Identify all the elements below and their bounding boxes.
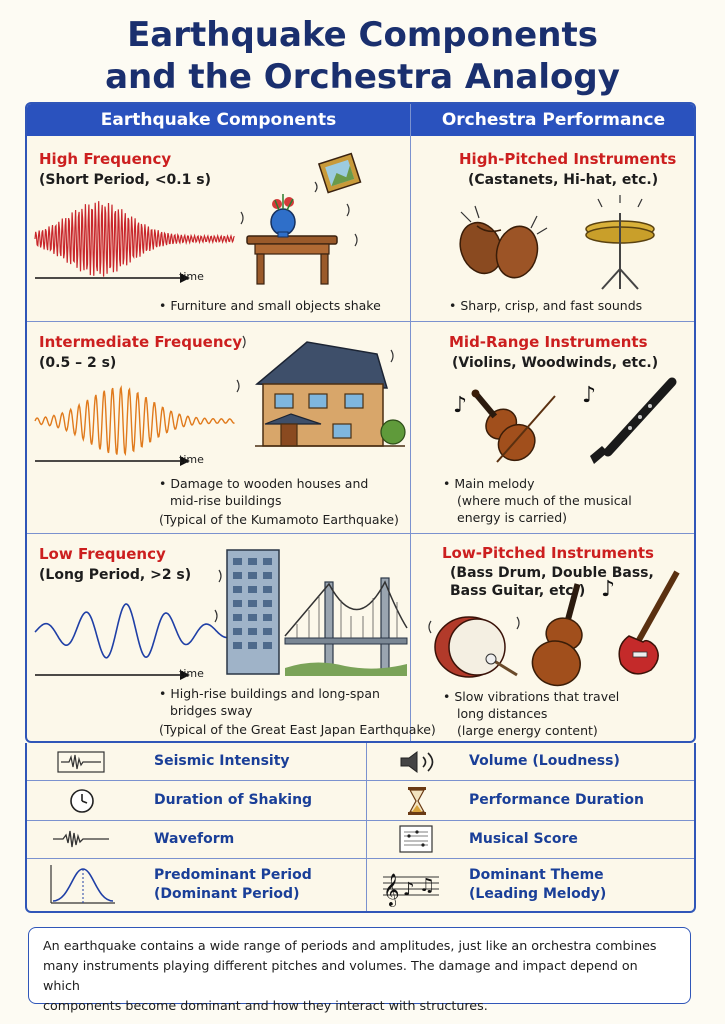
bass-drum-icon xyxy=(427,609,523,681)
predominant-period-label: Predominant Period xyxy=(154,867,312,883)
mid-range-note-3: energy is carried) xyxy=(457,510,568,525)
hourglass-icon xyxy=(407,786,427,816)
svg-text:♪: ♪ xyxy=(601,577,616,602)
low-pitched-instruments-subtitle-1: (Bass Drum, Double Bass, xyxy=(450,565,654,581)
clarinet-icon xyxy=(572,376,682,468)
intermediate-frequency-note-2: mid-rise buildings xyxy=(170,493,282,508)
high-frequency-note-1: • Furniture and small objects shake xyxy=(159,298,381,313)
dominant-period-label: (Dominant Period) xyxy=(154,886,300,902)
summary-box xyxy=(28,927,691,1013)
page-title-line-1: Earthquake Components xyxy=(127,15,598,55)
time-axis-arrow-icon xyxy=(35,669,195,681)
svg-text:𝄞: 𝄞 xyxy=(383,873,400,906)
low-frequency-title: Low Frequency xyxy=(39,545,166,563)
intermediate-frequency-title: Intermediate Frequency xyxy=(39,333,243,351)
low-frequency-subtitle: (Long Period, >2 s) xyxy=(39,567,192,583)
time-axis-arrow-icon xyxy=(35,455,195,467)
seismograph-icon xyxy=(57,751,105,773)
comparison-panel xyxy=(25,102,696,743)
mid-range-note-2: (where much of the musical xyxy=(457,493,632,508)
svg-text:♪: ♪ xyxy=(453,393,468,418)
page-title xyxy=(0,14,725,98)
page-title-line-2: and the Orchestra Analogy xyxy=(105,57,620,97)
low-pitched-note-2: long distances xyxy=(457,706,548,721)
low-pitched-note-1: • Slow vibrations that travel xyxy=(443,689,620,704)
volume-loudness-label: Volume (Loudness) xyxy=(469,753,620,769)
header-earthquake-components: Earthquake Components xyxy=(27,104,410,136)
table-row-divider xyxy=(27,858,694,859)
clock-icon xyxy=(69,788,95,814)
table-row-divider xyxy=(27,780,694,781)
summary-line-2: many instruments playing different pitches and volumes. The damage and impact depend on which xyxy=(43,958,638,993)
high-frequency-title: High Frequency xyxy=(39,150,172,168)
summary-line-1: An earthquake contains a wide range of periods and amplitudes, just like an orchestra combines xyxy=(43,938,657,953)
table-row-divider xyxy=(27,820,694,821)
table-column-divider xyxy=(366,743,367,911)
seismic-intensity-label: Seismic Intensity xyxy=(154,753,290,769)
high-frequency-subtitle: (Short Period, <0.1 s) xyxy=(39,172,211,188)
mid-range-instruments-title: Mid-Range Instruments xyxy=(449,333,648,351)
wooden-house-icon xyxy=(227,332,407,452)
low-pitched-instruments-subtitle-2: Bass Guitar, etc.) xyxy=(450,583,586,599)
duration-of-shaking-label: Duration of Shaking xyxy=(154,792,313,808)
waveform-label: Waveform xyxy=(154,831,235,847)
speaker-icon xyxy=(399,750,439,774)
mid-range-instruments-subtitle: (Violins, Woodwinds, etc.) xyxy=(452,355,659,371)
musical-score-label: Musical Score xyxy=(469,831,578,847)
high-pitched-instruments-title: High-Pitched Instruments xyxy=(459,150,677,168)
low-frequency-note-3: (Typical of the Great East Japan Earthquake) xyxy=(159,722,436,737)
mid-range-note-1: • Main melody xyxy=(443,476,535,491)
svg-text:♪: ♪ xyxy=(403,879,415,900)
violin-icon xyxy=(447,376,567,466)
score-icon xyxy=(399,825,433,853)
high-pitched-note-1: • Sharp, crisp, and fast sounds xyxy=(449,298,643,313)
bell-curve-icon xyxy=(47,863,117,907)
table-with-vase-and-falling-frame-icon xyxy=(235,154,365,284)
high-pitched-instruments-subtitle: (Castanets, Hi-hat, etc.) xyxy=(468,172,659,188)
castanets-icon xyxy=(447,204,557,289)
intermediate-frequency-note-1: • Damage to wooden houses and xyxy=(159,476,369,491)
svg-text:♪: ♪ xyxy=(582,383,597,408)
time-axis-label: time xyxy=(179,270,204,283)
hi-hat-icon xyxy=(572,199,672,294)
intermediate-frequency-waveform xyxy=(35,379,235,459)
high-frequency-waveform xyxy=(35,194,235,284)
time-axis-label: time xyxy=(179,453,204,466)
low-pitched-note-3: (large energy content) xyxy=(457,723,598,738)
suspension-bridge-icon xyxy=(285,572,407,676)
summary-line-3: components become dominant and how they interact with structures. xyxy=(43,998,488,1013)
column-divider xyxy=(410,104,411,743)
time-axis-arrow-icon xyxy=(35,272,195,284)
correspondence-table xyxy=(25,743,696,913)
header-orchestra-performance: Orchestra Performance xyxy=(411,104,696,136)
low-pitched-instruments-title: Low-Pitched Instruments xyxy=(442,544,654,562)
double-bass-icon xyxy=(527,582,597,688)
time-axis-label: time xyxy=(179,667,204,680)
music-notes-icon xyxy=(381,865,441,905)
bass-guitar-icon xyxy=(599,566,685,684)
row-divider xyxy=(27,533,696,534)
svg-text:♫: ♫ xyxy=(419,875,436,896)
low-frequency-note-1: • High-rise buildings and long-span xyxy=(159,686,380,701)
high-rise-building-icon xyxy=(209,542,289,674)
waveform-icon xyxy=(53,827,109,851)
low-frequency-waveform xyxy=(35,594,235,664)
intermediate-frequency-note-3: (Typical of the Kumamoto Earthquake) xyxy=(159,512,399,527)
intermediate-frequency-subtitle: (0.5 – 2 s) xyxy=(39,355,117,371)
dominant-theme-label: Dominant Theme xyxy=(469,867,604,883)
row-divider xyxy=(27,321,696,322)
low-frequency-note-2: bridges sway xyxy=(170,703,253,718)
performance-duration-label: Performance Duration xyxy=(469,792,644,808)
leading-melody-label: (Leading Melody) xyxy=(469,886,607,902)
